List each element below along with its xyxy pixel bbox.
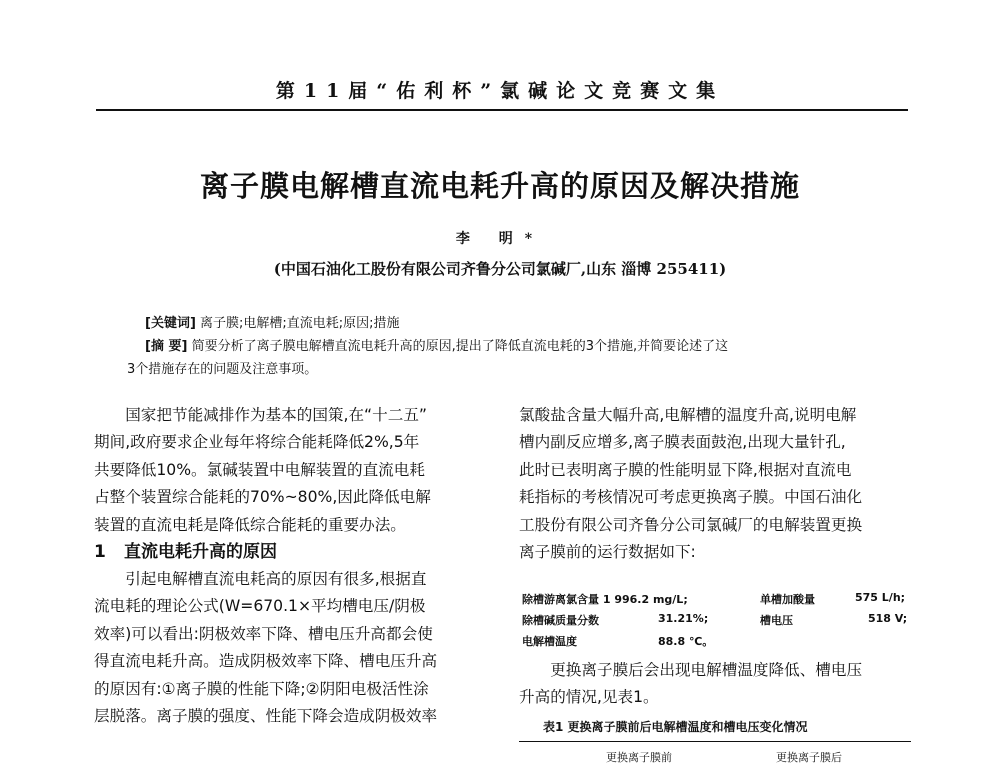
- param-naoh-value: 31.21%;: [658, 612, 709, 625]
- table-header-before: 更换离子膜前: [606, 751, 672, 764]
- param-voltage-value: 518 V;: [868, 612, 908, 625]
- param-acid-label: 单槽加酸量: [760, 593, 815, 606]
- section-number: 1: [94, 542, 106, 563]
- right-column: [519, 402, 911, 566]
- param-free-chlorine: [522, 591, 688, 607]
- abstract-line-2: 3个措施存在的问题及注意事项。: [127, 362, 318, 377]
- body-line: 氯酸盐含量大幅升高,电解槽的温度升高,说明电解: [519, 406, 857, 424]
- param-label: 除槽游离氯含量: [522, 593, 599, 606]
- body-line: 离子膜前的运行数据如下:: [519, 543, 696, 562]
- table-caption: 表1 更换离子膜前后电解槽温度和槽电压变化情况: [543, 720, 808, 734]
- param-voltage-label: 槽电压: [760, 614, 793, 627]
- param-value: 1 996.2 mg/L;: [602, 593, 688, 606]
- intro-line: 占整个装置综合能耗的70%~80%,因此降低电解: [94, 488, 431, 507]
- body-line: 层脱落。离子膜的强度、性能下降会造成阴极效率: [94, 707, 438, 726]
- body-line: 耗指标的考核情况可考虑更换离子膜。中国石油化: [519, 488, 863, 507]
- body-line: 得直流电耗升高。造成阴极效率下降、槽电压升高: [94, 652, 438, 671]
- keywords-line: [145, 312, 400, 331]
- keywords-label: [关键词]: [145, 316, 196, 331]
- intro-line: 共要降低10%。氯碱装置中电解装置的直流电耗: [94, 460, 425, 479]
- intro-line: 期间,政府要求企业每年将综合能耗降低2%,5年: [94, 433, 420, 452]
- body-line: 引起电解槽直流电耗高的原因有很多,根据直: [125, 570, 427, 589]
- abstract-text-1: 简要分析了离子膜电解槽直流电耗升高的原因,提出了降低直流电耗的3个措施,并简要论述了这: [191, 339, 729, 354]
- intro-line: 国家把节能减排作为基本的国策,在“十二五”: [125, 406, 427, 424]
- keywords-text: 离子膜;电解槽;直流电耗;原因;措施: [200, 316, 400, 331]
- body-line: 此时已表明离子膜的性能明显下降,根据对直流电: [519, 460, 852, 479]
- table-top-rule: [519, 741, 911, 742]
- param-naoh-label: 除槽碱质量分数: [522, 614, 599, 627]
- body-line: 的原因有:①离子膜的性能下降;②阴阳电极活性涂: [94, 679, 429, 698]
- left-column: [94, 402, 486, 730]
- body-line: 工股份有限公司齐鲁分公司氯碱厂的电解装置更换: [519, 515, 863, 534]
- table-header-after: 更换离子膜后: [776, 751, 842, 764]
- param-temp-label: 电解槽温度: [522, 635, 577, 648]
- param-acid-value: 575 L/h;: [855, 591, 906, 604]
- section-heading: [94, 539, 486, 566]
- author-name: 李 明*: [455, 231, 545, 247]
- header-rule: [96, 109, 908, 111]
- journal-header: 第11届“佑利杯”氯碱论文竞赛文集: [275, 80, 725, 102]
- section-title: 直流电耗升高的原因: [124, 542, 277, 563]
- body-line: 更换离子膜后会出现电解槽温度降低、槽电压: [550, 661, 863, 679]
- article-title: 离子膜电解槽直流电耗升高的原因及解决措施: [199, 169, 800, 203]
- param-temp-value: 88.8 ℃。: [658, 635, 714, 648]
- body-line: 流电耗的理论公式(W=670.1×平均槽电压/阴极: [94, 597, 426, 616]
- abstract-line-1: [145, 335, 728, 354]
- body-line: 效率)可以看出:阴极效率下降、槽电压升高都会使: [94, 624, 433, 643]
- right-column-continued: [519, 657, 911, 712]
- intro-line: 装置的直流电耗是降低综合能耗的重要办法。: [94, 515, 406, 534]
- body-line: 槽内副反应增多,离子膜表面鼓泡,出现大量针孔,: [519, 433, 846, 452]
- author-affiliation: (中国石油化工股份有限公司齐鲁分公司氯碱厂,山东 淄博 255411): [273, 260, 727, 278]
- abstract-label: [摘 要]: [145, 339, 188, 354]
- body-line: 升高的情况,见表1。: [519, 688, 659, 707]
